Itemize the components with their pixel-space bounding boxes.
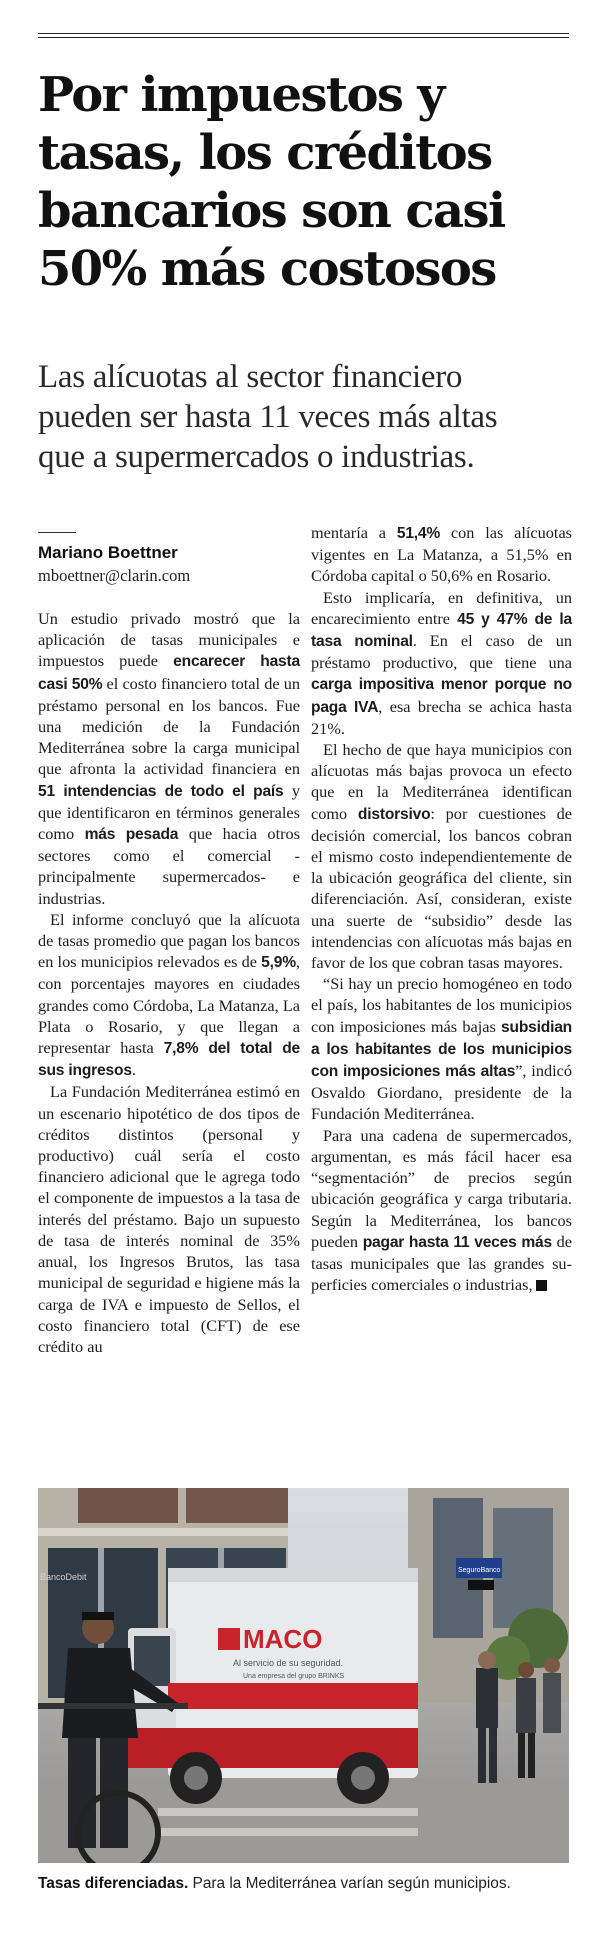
- author-name: Mariano Boettner: [38, 543, 178, 562]
- sign-left: BancoDebit: [40, 1572, 87, 1582]
- truck-brand: MACO: [243, 1624, 323, 1654]
- paragraph: [311, 739, 572, 973]
- subhead-line-3: que a supermercados o industrias.: [38, 439, 475, 475]
- truck-group-line: Una empresa del grupo BRINKS: [243, 1673, 345, 1680]
- subhead-line-1: Las alícuotas al sector financiero: [38, 359, 463, 395]
- bold-run: 51,4%: [396, 525, 441, 542]
- bold-run: pagar hasta 11 veces más: [362, 1233, 552, 1251]
- body-column-2: [311, 522, 572, 1295]
- wheel-hub: [184, 1766, 208, 1790]
- pedestrian-head: [478, 1651, 496, 1669]
- paragraph: [311, 973, 572, 1124]
- bold-run: encarecer hasta casi 50%: [38, 653, 300, 693]
- pedestrian-body: [543, 1673, 561, 1733]
- paragraph: [311, 1125, 572, 1296]
- pedestrian-head: [544, 1657, 560, 1673]
- bold-run: 7,8% del total de sus ingresos: [38, 1040, 300, 1080]
- bold-run: carga impositiva menor porque no paga IVA: [311, 676, 572, 716]
- clock-display: [468, 1580, 494, 1590]
- cyclist-leg: [68, 1738, 96, 1848]
- building-facade-brick: [78, 1488, 178, 1523]
- wheel-hub: [351, 1766, 375, 1790]
- paragraph: [311, 587, 572, 739]
- bold-run: 5,9%: [261, 954, 296, 972]
- news-photo: [38, 1488, 569, 1863]
- paragraph: [311, 522, 572, 587]
- text-run: , con porcentajes mayores en ciudades grandes como Córdoba, La Matanza, La Plata o Rosario, y que llegan a representar hasta: [38, 952, 300, 1058]
- text-run: El informe concluyó que la alícuota de tasas promedio que pagan los bancos en los municipios relevados es de: [38, 909, 300, 972]
- logo-mark-icon: [218, 1628, 240, 1650]
- text-run: “Si hay un precio homogéneo en todo el país, los habitantes de los municipios con imposiciones más bajas: [311, 974, 572, 1036]
- text-run: . En el caso de un préstamo productivo, que tiene una: [311, 631, 572, 673]
- photo-caption: [38, 1874, 578, 1894]
- truck-roof: [168, 1568, 418, 1582]
- headline-line-3: bancarios son casi: [38, 183, 505, 239]
- armored-truck: [128, 1568, 418, 1804]
- top-rule-secondary: [38, 37, 569, 38]
- sign-right: SeguroBanco: [458, 1567, 501, 1574]
- text-run: mentaría a: [311, 523, 397, 542]
- text-run: con las alícuotas vigentes en La Matanza, a 51,5% en Córdoba capital o 50,6% en Rosario.: [311, 523, 573, 586]
- bold-run: subsidian a los habitantes de los municipios con imposiciones más altas: [311, 1018, 572, 1081]
- pedestrian-leg: [528, 1733, 535, 1778]
- headline-line-4: 50% más costosos: [38, 241, 496, 297]
- pedestrian-body: [516, 1678, 536, 1733]
- pedestrian-head: [518, 1662, 534, 1678]
- bold-run: distorsivo: [357, 805, 431, 823]
- bicycle-handlebar: [38, 1703, 188, 1709]
- end-of-article-mark: [536, 1280, 547, 1291]
- text-run: : por cuestiones de decisión comercial, los bancos cobran el mismo costo independientemente de la ubicación geográfica del cliente, sin diferenciación. Así, consideran, existe una suerte de “subsidio” desde las intendencias con alícuotas más bajas en favor de los que cobran tasas mayores.: [311, 803, 572, 973]
- text-run: .: [131, 1060, 136, 1080]
- building-facade-brick: [186, 1488, 288, 1523]
- text-run: , esa brecha se achica hasta 21%.: [311, 696, 572, 738]
- truck-slogan: Al servicio de su seguridad.: [233, 1658, 344, 1668]
- headline-line-1: Por impuestos y: [38, 67, 444, 123]
- byline-rule: [38, 532, 76, 533]
- pedestrian-leg: [478, 1728, 486, 1783]
- bold-run: más pesada: [84, 826, 179, 844]
- bold-run: 51 intendencias de todo el país: [38, 782, 284, 800]
- text-run: de tasas municipales que las grandes superficies comerciales o industrias,: [311, 1231, 573, 1295]
- author-email[interactable]: mboettner@clarin.com: [38, 566, 191, 585]
- top-rule: [38, 33, 569, 34]
- paragraph: [38, 608, 300, 909]
- paragraph: La Fundación Mediterránea estimó en un escenario hipotético de dos tipos de créditos distintos (personal y productivo) cuál sería el costo financiero adicional que le agrega todo el componente de impuestos a la tasa de interés del préstamo. Bajo un supuesto de tasa de interés nominal de 35% anual, los Ingresos Brutos, las tasa municipal de seguridad e higiene más la carga de IVA e impuesto de Sellos, el costo financiero total (CFT) de ese crédito au: [38, 1082, 300, 1356]
- headline-line-2: tasas, los créditos: [38, 125, 492, 181]
- caption-bold: Tasas diferenciadas.: [38, 1875, 189, 1892]
- text-run: Para una cadena de supermercados, argumentan, es más fácil hacer esa “segmentación” de precios según ubicación geográfica y carga tributaria. Según la Mediterránea, los bancos pueden: [311, 1125, 572, 1251]
- text-run: El hecho de que haya municipios con alícuotas más bajas provoca un efecto que en la Mediterránea identifican como: [311, 740, 572, 823]
- cyclist-cap: [82, 1612, 114, 1620]
- subhead-line-2: pueden ser hasta 11 veces más altas: [38, 399, 498, 435]
- text-run: Un estudio privado mostró que la aplicación de tasas municipales e impuestos puede: [38, 609, 300, 671]
- building-ledge: [38, 1528, 288, 1536]
- crosswalk-stripe: [158, 1808, 418, 1816]
- armored-truck-street-scene: [38, 1488, 569, 1863]
- body-column-1: [38, 608, 300, 1357]
- pedestrian-leg: [489, 1728, 497, 1783]
- bold-run: 45 y 47% de la tasa nominal: [311, 610, 572, 651]
- text-run: que hacia otros sectores como el comercial -principalmente supermercados- e industrias.: [38, 824, 300, 908]
- pedestrian-leg: [518, 1733, 525, 1778]
- cyclist-jacket: [62, 1648, 138, 1738]
- caption-text: Para la Mediterránea varían según municipios.: [188, 1875, 511, 1892]
- text-run: el costo financiero total de un préstamo personal en los bancos. Fue una medición de la Fundación Mediterránea sobre la carga municipal que afronta la actividad financiera en: [38, 673, 301, 779]
- text-run: Esto implicaría, en definitiva, un encarecimiento entre: [311, 587, 572, 628]
- text-run: y que identificaron en términos generales como: [38, 780, 300, 844]
- headline: [38, 66, 578, 298]
- truck-red-stripe: [168, 1683, 418, 1709]
- crosswalk-stripe: [158, 1828, 418, 1836]
- pedestrian-body: [476, 1668, 498, 1728]
- subheadline: [38, 357, 578, 477]
- paragraph: [38, 909, 300, 1082]
- text-run: ”, indicó Osvaldo Giordano, presidente de la Fundación Mediterránea.: [311, 1061, 572, 1124]
